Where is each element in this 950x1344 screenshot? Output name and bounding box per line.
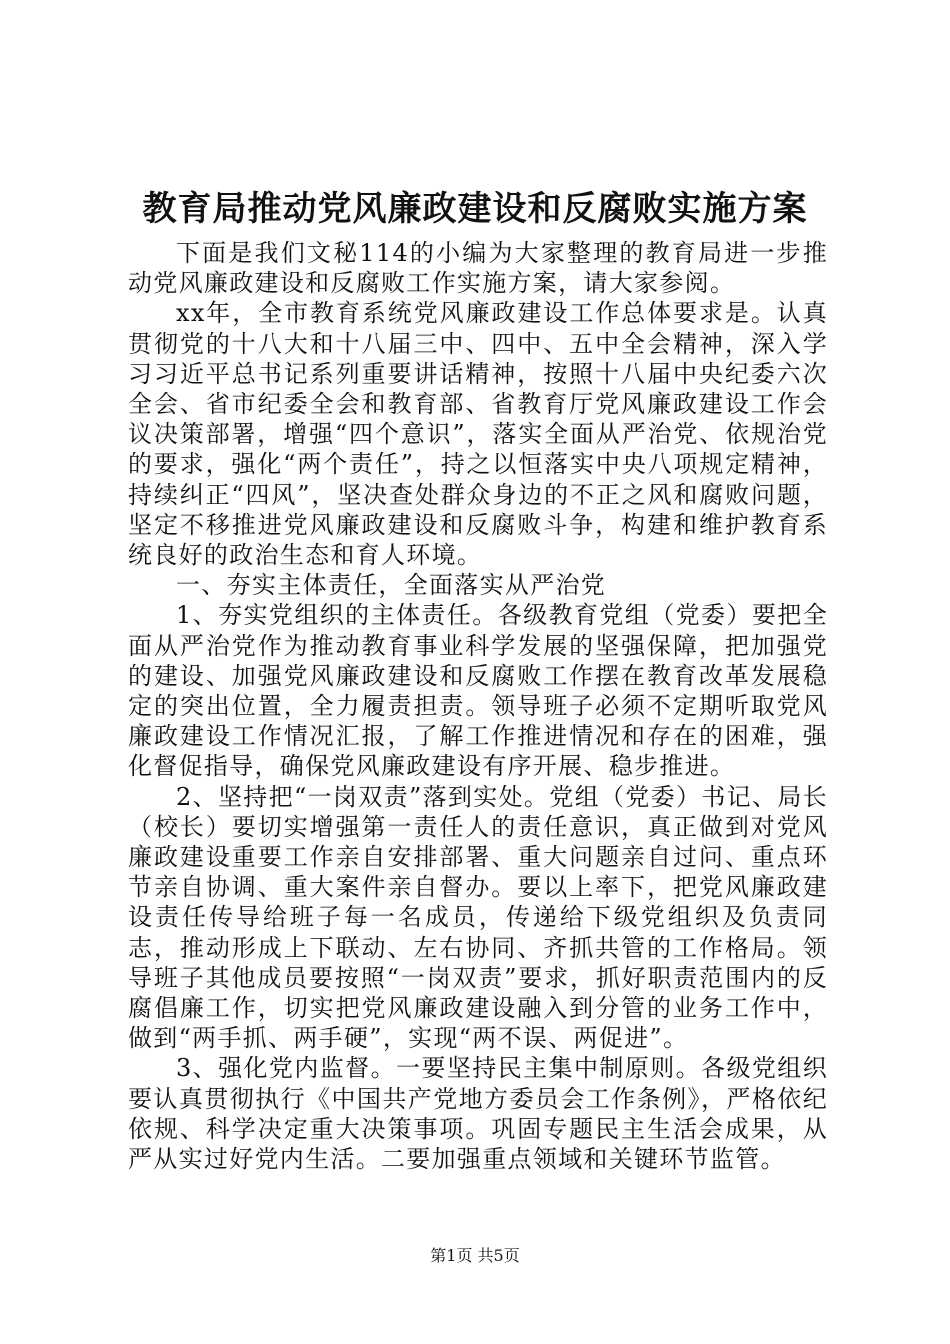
- page-footer: 第1页 共5页: [430, 1246, 520, 1265]
- paragraph-item-1: 1、夯实党组织的主体责任。各级教育党组（党委）要把全面从严治党作为推动教育事业科学发展的坚强保障，把加强党的建设、加强党风廉政建设和反腐败工作摆在教育改革发展稳定的突出位置，全力履责担责。领导班子必须不定期听取党风廉政建设工作情况汇报，了解工作推进情况和存在的困难，强化督促指导，确保党风廉政建设有序开展、稳步推进。: [128, 601, 828, 781]
- section-heading-1: 一、夯实主体责任，全面落实从严治党: [176, 571, 607, 600]
- paragraph-overall-requirements: xx年，全市教育系统党风廉政建设工作总体要求是。认真贯彻党的十八大和十八届三中、四中、五中全会精神，深入学习习近平总书记系列重要讲话精神，按照十八届中央纪委六次全会、省市纪委全会和教育部、省教育厅党风廉政建设工作会议决策部署，增强“四个意识”，落实全面从严治党、依规治党的要求，强化“两个责任”，持之以恒落实中央八项规定精神，持续纠正“四风”，坚决查处群众身边的不正之风和腐败问题，坚定不移推进党风廉政建设和反腐败斗争，构建和维护教育系统良好的政治生态和育人环境。: [128, 299, 828, 570]
- paragraph-item-3: 3、强化党内监督。一要坚持民主集中制原则。各级党组织要认真贯彻执行《中国共产党地方委员会工作条例》，严格依纪依规、科学决定重大决策事项。巩固专题民主生活会成果，从严从实过好党内生活。二要加强重点领域和关键环节监管。: [128, 1054, 828, 1174]
- paragraph-item-2: 2、坚持把“一岗双责”落到实处。党组（党委）书记、局长（校长）要切实增强第一责任人的责任意识，真正做到对党风廉政建设重要工作亲自安排部署、重大问题亲自过问、重点环节亲自协调、重大案件亲自督办。要以上率下，把党风廉政建设责任传导给班子每一名成员，传递给下级党组织及负责同志，推动形成上下联动、左右协同、齐抓共管的工作格局。领导班子其他成员要按照“一岗双责”要求，抓好职责范围内的反腐倡廉工作，切实把党风廉政建设融入到分管的业务工作中，做到“两手抓、两手硬”，实现“两不误、两促进”。: [128, 782, 828, 1053]
- document-title: 教育局推动党风廉政建设和反腐败实施方案: [142, 189, 808, 229]
- paragraph-intro: 下面是我们文秘114的小编为大家整理的教育局进一步推动党风廉政建设和反腐败工作实施方案，请大家参阅。: [128, 239, 828, 298]
- document-body: [128, 238, 828, 1174]
